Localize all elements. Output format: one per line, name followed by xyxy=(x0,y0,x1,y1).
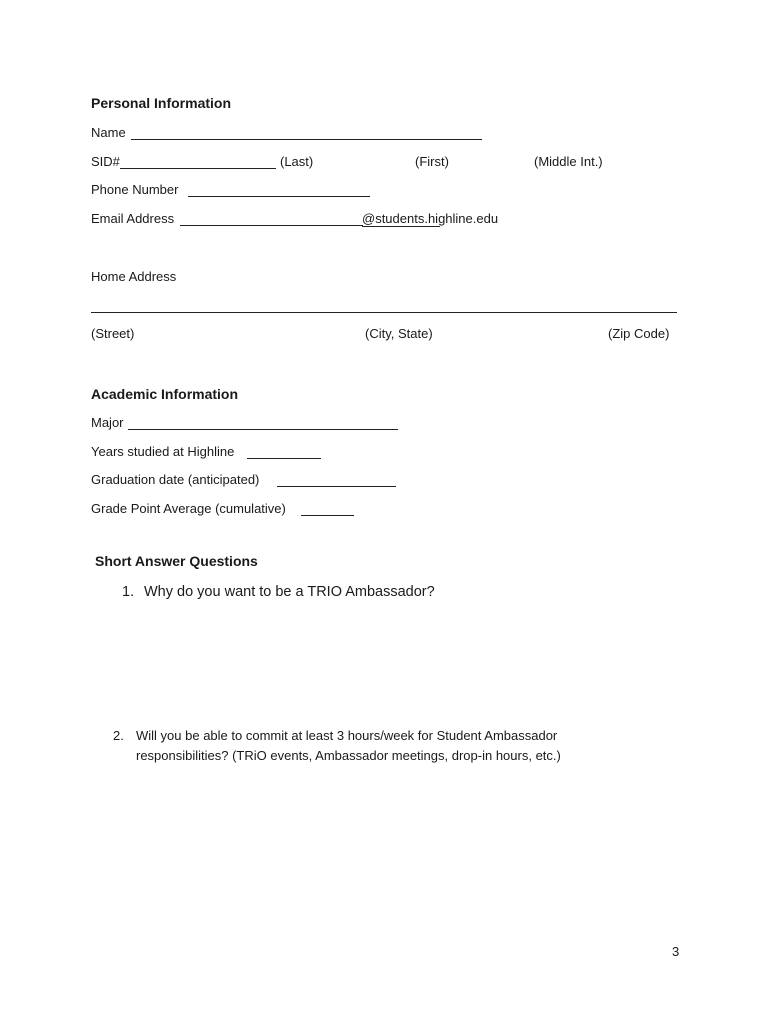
name-label: Name xyxy=(91,125,126,140)
street-caption: (Street) xyxy=(91,326,135,341)
question-2-text-line2: responsibilities? (TRiO events, Ambassador meetings, drop-in hours, etc.) xyxy=(136,748,561,763)
years-studied-label: Years studied at Highline xyxy=(91,444,235,459)
last-name-caption: (Last) xyxy=(280,154,314,169)
first-name-caption: (First) xyxy=(415,154,449,169)
middle-initial-caption: (Middle Int.) xyxy=(534,154,603,169)
question-1-text: Why do you want to be a TRIO Ambassador? xyxy=(144,584,435,600)
question-1-number: 1. xyxy=(122,584,135,600)
major-field[interactable] xyxy=(128,429,398,430)
personal-info-heading: Personal Information xyxy=(91,95,232,111)
years-studied-field[interactable] xyxy=(247,458,321,459)
graduation-date-field[interactable] xyxy=(277,486,396,487)
zip-code-caption: (Zip Code) xyxy=(608,326,670,341)
home-address-label: Home Address xyxy=(91,269,177,284)
sid-label: SID# xyxy=(91,154,120,169)
home-address-field[interactable] xyxy=(91,312,677,313)
email-domain-underline xyxy=(362,226,440,227)
page-number: 3 xyxy=(672,944,680,959)
phone-field[interactable] xyxy=(188,196,370,197)
name-field-rest[interactable] xyxy=(226,139,482,140)
name-field-first[interactable] xyxy=(131,139,226,140)
major-label: Major xyxy=(91,415,124,430)
gpa-label: Grade Point Average (cumulative) xyxy=(91,501,286,516)
question-2-number: 2. xyxy=(113,728,124,743)
short-answer-heading: Short Answer Questions xyxy=(95,553,258,569)
sid-field[interactable] xyxy=(120,168,276,169)
email-field[interactable] xyxy=(180,225,363,226)
email-label: Email Address xyxy=(91,211,175,226)
email-domain: @students.highline.edu xyxy=(362,211,499,226)
graduation-date-label: Graduation date (anticipated) xyxy=(91,472,260,487)
question-2-text-line1: Will you be able to commit at least 3 hours/week for Student Ambassador xyxy=(136,728,558,743)
academic-info-heading: Academic Information xyxy=(91,386,239,402)
gpa-field[interactable] xyxy=(301,515,354,516)
phone-label: Phone Number xyxy=(91,182,179,197)
city-state-caption: (City, State) xyxy=(365,326,433,341)
